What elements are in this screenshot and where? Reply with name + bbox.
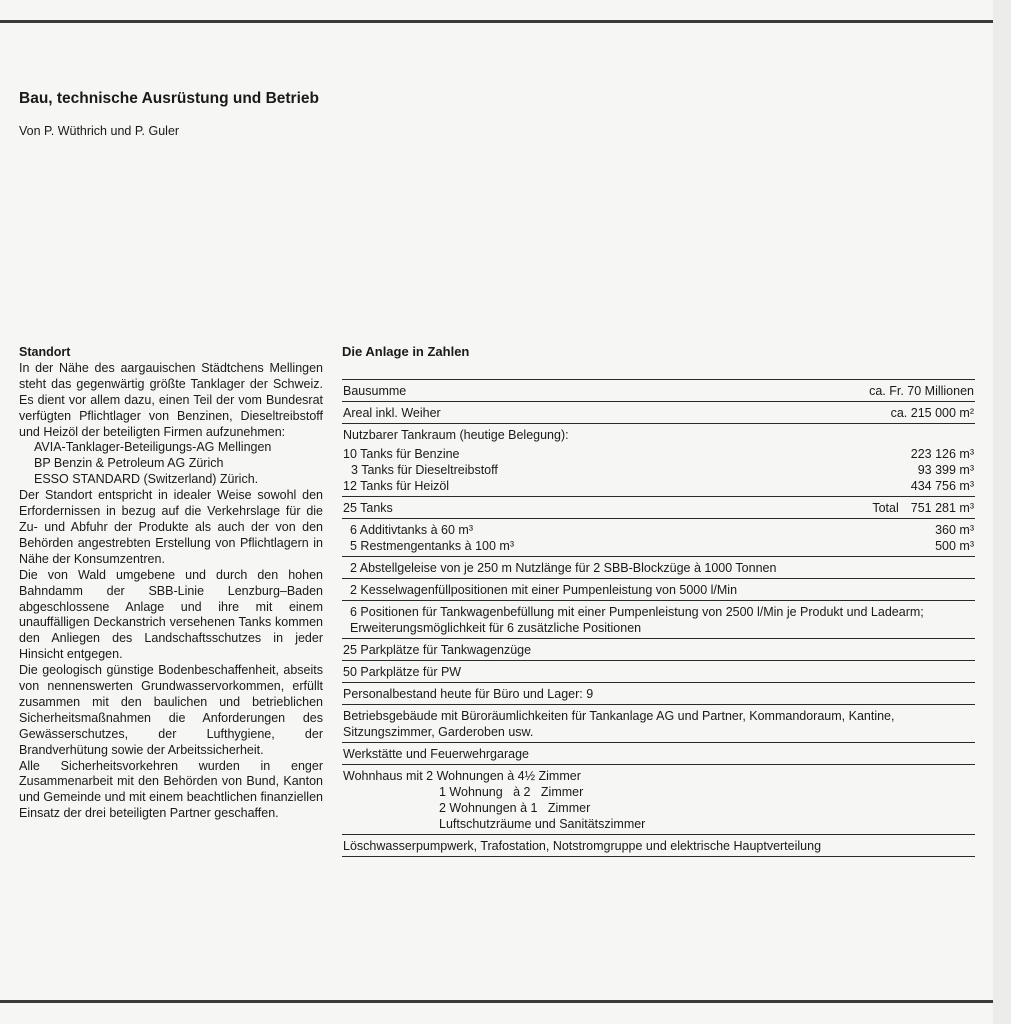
wohnhaus-block xyxy=(342,765,975,835)
tank-label: 10 Tanks für Benzine xyxy=(343,447,460,461)
standort-column xyxy=(19,345,323,822)
firm-item: BP Benzin & Petroleum AG Zürich xyxy=(34,456,224,471)
total-value: 751 281 m³ xyxy=(910,501,974,515)
wohnhaus-line: 2 Wohnungen à 1 Zimmer xyxy=(439,801,591,815)
areal-label: Areal inkl. Weiher xyxy=(343,406,441,420)
top-rule xyxy=(0,20,993,23)
standort-paragraph-4: Die geologisch günstige Bodenbeschaffenheit, abseits von nennenswerten Grundwasservorkommen, erfüllt zusammen mit den baulichen und betrieblichen Sicherheitsmaßnahmen die Anforderungen des Gewässerschutzes, der Lufthygiene, der Brandverhütung sowie der Arbeitssicherheit. xyxy=(19,663,323,757)
firm-item: ESSO STANDARD (Switzerland) Zürich. xyxy=(34,472,259,487)
anlage-heading: Die Anlage in Zahlen xyxy=(342,344,470,359)
tank-value: 434 756 m³ xyxy=(910,479,974,493)
bottom-rule xyxy=(0,1000,993,1003)
wohnhaus-line: 1 Wohnung à 2 Zimmer xyxy=(439,785,584,799)
tank-value: 223 126 m³ xyxy=(910,447,974,461)
total-label: 25 Tanks xyxy=(343,501,393,515)
anlage-column xyxy=(342,344,975,857)
extra-tank-value: 500 m³ xyxy=(935,539,974,553)
authors-line: Von P. Wüthrich und P. Guler xyxy=(19,124,180,138)
extra-tank-label: 6 Additivtanks à 60 m³ xyxy=(350,523,473,537)
firm-list xyxy=(19,440,323,488)
tank-label: 3 Tanks für Dieseltreibstoff xyxy=(351,463,498,477)
fact-row: Werkstätte und Feuerwehrgarage xyxy=(342,743,975,765)
areal-value: ca. 215 000 m² xyxy=(890,406,974,420)
wohnhaus-line: Luftschutzräume und Sanitätszimmer xyxy=(439,817,646,831)
total-word: Total xyxy=(872,501,899,515)
tankraum-label: Nutzbarer Tankraum (heutige Belegung): xyxy=(343,428,569,442)
bausumme-label: Bausumme xyxy=(343,384,407,398)
wohnhaus-line: Wohnhaus mit 2 Wohnungen à 4½ Zimmer xyxy=(343,769,581,783)
fact-row: 6 Positionen für Tankwagenbefüllung mit einer Pumpenleistung von 2500 l/Min je Produkt und Ladearm; Erweiterungsmöglichkeit für 6 zusätzliche Positionen xyxy=(342,601,975,639)
fact-row: Personalbestand heute für Büro und Lager: 9 xyxy=(342,683,975,705)
fact-row: 2 Kesselwagenfüllpositionen mit einer Pumpenleistung von 5000 l/Min xyxy=(342,579,975,601)
tank-label: 12 Tanks für Heizöl xyxy=(343,479,450,493)
standort-paragraph-1: In der Nähe des aargauischen Städtchens Mellingen steht das gegenwärtig größte Tanklager der Schweiz. Es dient vor allem dazu, einen Teil der vom Bundesrat verfügten Pflichtlager von Benzinen, Dieseltreibstoff und Heizöl der beteiligten Firmen aufzunehmen: xyxy=(19,360,323,439)
tank-row xyxy=(343,446,974,462)
tankraum-block xyxy=(342,424,975,497)
tank-value: 93 399 m³ xyxy=(917,463,974,477)
bausumme-row xyxy=(342,379,975,402)
tank-row xyxy=(343,478,974,494)
fact-row: 2 Abstellgeleise von je 250 m Nutzlänge für 2 SBB-Blockzüge à 1000 Tonnen xyxy=(342,557,975,579)
extra-tank-label: 5 Restmengentanks à 100 m³ xyxy=(350,539,514,553)
page-title: Bau, technische Ausrüstung und Betrieb xyxy=(19,90,319,107)
areal-row xyxy=(342,402,975,424)
extra-tank-row xyxy=(350,522,974,538)
firm-item: AVIA-Tanklager-Beteiligungs-AG Mellingen xyxy=(34,440,272,455)
last-row: Löschwasserpumpwerk, Trafostation, Notstromgruppe und elektrische Hauptverteilung xyxy=(342,835,975,857)
extra-tanks-block xyxy=(342,519,975,557)
total-row xyxy=(342,497,975,519)
standort-paragraph-5: Alle Sicherheitsvorkehren wurden in enger Zusammenarbeit mit den Behörden von Bund, Kanton und Gemeinde und mit einem beachtlichen finanziellen Einsatz der drei beteiligten Partner geschaffen. xyxy=(19,758,323,821)
standort-paragraph-3: Die von Wald umgebene und durch den hohen Bahndamm der SBB-Linie Lenzburg–Baden abgeschlossene Anlage und ihre mit einem unauffälligen Deckanstrich versehenen Tanks kommen den Anliegen des Landschaftsschutzes in jeder Hinsicht entgegen. xyxy=(19,567,323,662)
fact-row: 50 Parkplätze für PW xyxy=(342,661,975,683)
fact-row: 25 Parkplätze für Tankwagenzüge xyxy=(342,639,975,661)
page-edge xyxy=(993,0,1011,1024)
standort-heading: Standort xyxy=(19,345,71,359)
tank-row xyxy=(343,462,974,478)
standort-paragraph-2: Der Standort entspricht in idealer Weise sowohl den Erfordernissen in bezug auf die Verkehrslage für die Zu- und Abfuhr der Produkte als auch der von den Behörden angestrebten Erstellung von Pflichtlagern in Nähe der Konsumzentren. xyxy=(19,488,323,566)
extra-tank-value: 360 m³ xyxy=(935,523,974,537)
extra-tank-row xyxy=(350,538,974,554)
bausumme-value: ca. Fr. 70 Millionen xyxy=(869,384,974,398)
fact-row: Betriebsgebäude mit Büroräumlichkeiten für Tankanlage AG und Partner, Kommandoraum, Kantine, Sitzungszimmer, Garderoben usw. xyxy=(342,705,975,743)
